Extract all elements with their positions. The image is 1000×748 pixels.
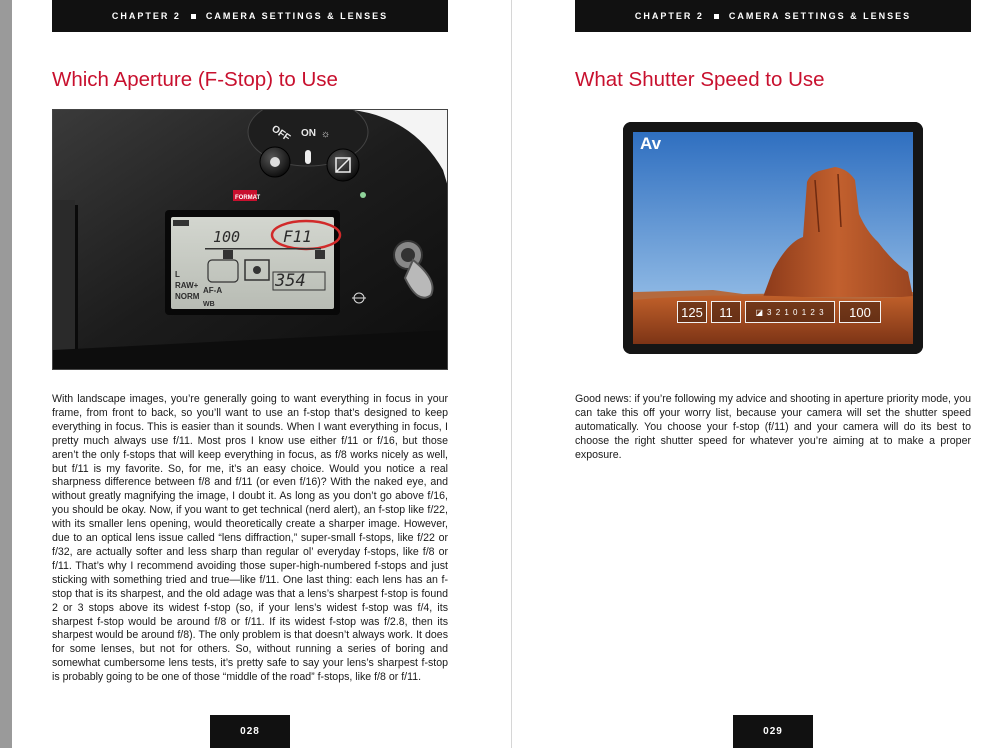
exposure-scale (745, 301, 835, 323)
page-number: 028 (210, 715, 290, 748)
page-title: Which Aperture (F-Stop) to Use (52, 68, 338, 91)
chapter-label: CHAPTER 2 (111, 11, 181, 21)
dial-on-label: ON (301, 128, 316, 139)
lcd-shutter-value: 100 (213, 228, 241, 246)
mode-label: Av (640, 134, 662, 153)
camera-top-photo (52, 109, 448, 370)
lcd-quality-mode-label: NORM (175, 292, 200, 301)
chapter-label: CHAPTER 2 (634, 11, 704, 21)
right-page (575, 0, 971, 748)
iso-readout: 100 (839, 301, 881, 323)
aperture-readout: 11 (711, 301, 741, 323)
exposure-comp-icon: ◪ (755, 307, 765, 317)
left-page (52, 0, 448, 748)
bullet-icon (191, 14, 196, 19)
shutter-readout: 125 (677, 301, 707, 323)
lcd-wb-label: WB (203, 301, 215, 308)
running-head (575, 0, 971, 32)
bullet-icon (714, 14, 719, 19)
camera-lcd-photo (623, 122, 923, 354)
lcd-quality-label: RAW+ (175, 281, 199, 290)
camera-top-illustration (53, 110, 448, 370)
running-head (52, 0, 448, 32)
body-text: Good news: if you’re following my advice and shooting in aperture priority mode, you can take this off your worry list, because your camera will set the shutter speed automatically. You choose your f-stop (f/11) and your camera will do its best to choose the right shutter speed for whatever you’re aiming at to make a proper exposure. (575, 393, 971, 461)
light-icon: ☼ (321, 129, 331, 140)
binding-strip (0, 0, 12, 748)
section-label: CAMERA SETTINGS & LENSES (205, 11, 389, 21)
page-divider (511, 0, 512, 748)
lcd-aperture-value: F11 (283, 227, 312, 246)
page-title: What Shutter Speed to Use (575, 68, 825, 91)
lcd-shots-remaining: 354 (275, 271, 306, 291)
format-label: FORMAT (235, 195, 261, 201)
lcd-focus-label: AF-A (203, 286, 223, 295)
dial-off-label: OFF (269, 123, 292, 144)
body-text: With landscape images, you’re generally going to want everything in focus in your frame, from front to back, so you’ll want to use an f-stop that’s designed to keep everything in focus. This is easier than it sounds. When I want everything in focus, I pretty much always use f/11. Most pros I know use either f/11 or f/16, but those aren’t the only f-stops that will keep everything in focus, as f/8 works nicely as well, but f/11 is my favorite. So, for me, it’s an easy choice. Would you notice a real sharpness difference between f/8 and f/11 (or even f/16)? With the naked eye, and without greatly magnifying the image, I doubt it. As long as you don’t go above f/16, you should be okay. Now, if you want to get technical (nerd alert), an f-stop like f/22, with its smaller lens opening, would theoretically create a sharper image. However, due to an optical lens issue called “lens diffraction,” super-small f-stops, like f/22 or f/32, are actually softer and less sharp than regular ol’ everyday f-stops, like f/8 or f/11. That’s why I recommend avoiding those super-high-numbered f-stops and just sticking with something tried and true—like f/11. One last thing: each lens has an f-stop that is its sharpest, and the old adage was that a lens’s sharpest f-stop is found 2 or 3 stops above its widest f-stop (so, if your lens’s widest f-stop was f/4, its sharpest f-stop would be around f/8 or f/11. If its widest f-stop was f/2.8, then its sharpest would be around f/8). The only problem is that doesn’t always work. It does for some lenses, but not for others. So, without running a series of boring and somewhat cumbersome lens tests, it’s pretty safe to say your lens’s sharpest f-stop is probably going to be one of those “middle of the road” f-stops, like f/8 or f/11. (52, 393, 448, 684)
section-label: CAMERA SETTINGS & LENSES (728, 11, 912, 21)
exposure-scale-label: 3 2 1 0 1 2 3 (767, 307, 825, 317)
lcd-size-label: L (175, 270, 180, 279)
page-number: 029 (733, 715, 813, 748)
